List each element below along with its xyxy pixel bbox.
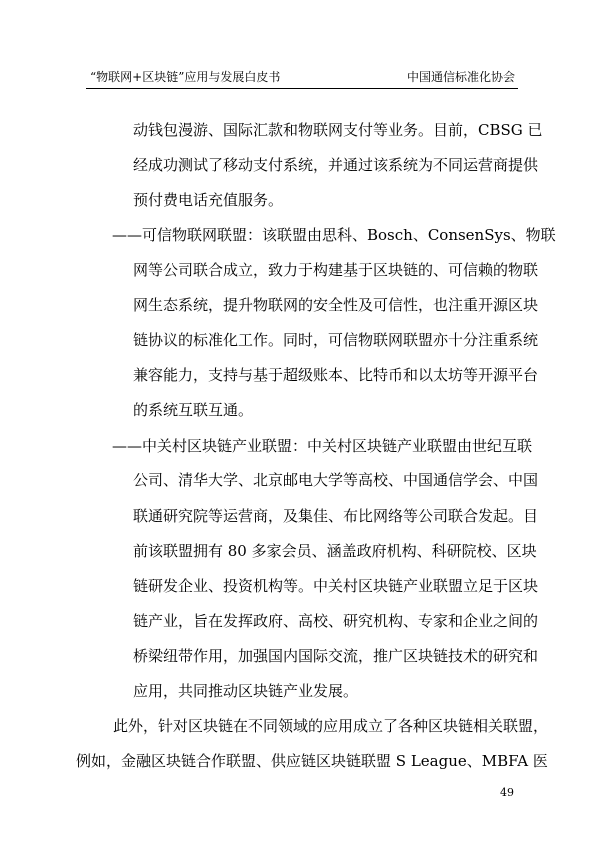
text-line: 链协议的标准化工作。同时，可信物联网联盟亦十分注重系统 <box>133 331 539 349</box>
text-line: 此外，针对区块链在不同领域的应用成立了各种区块链相关联盟， <box>113 717 549 735</box>
text-line: ——中关村区块链产业联盟：中关村区块链产业联盟由世纪互联 <box>112 437 533 455</box>
text-line: 桥梁纽带作用，加强国内国际交流，推广区块链技术的研究和 <box>133 647 539 665</box>
text-line: 例如，金融区块链合作联盟、供应链区块链联盟 S League、MBFA 医 <box>76 752 548 770</box>
text-line: 联通研究院等运营商，及集佳、布比网络等公司联合发起。目 <box>133 507 539 525</box>
page-header <box>90 64 515 88</box>
text-line: 兼容能力，支持与基于超级账本、比特币和以太坊等开源平台 <box>133 366 539 384</box>
text-line: 的系统互联互通。 <box>133 401 254 419</box>
text-line: 公司、清华大学、北京邮电大学等高校、中国通信学会、中国 <box>133 471 539 489</box>
page-number: 49 <box>500 786 514 799</box>
header-divider <box>86 88 518 89</box>
text-line: 网等公司联合成立，致力于构建基于区块链的、可信赖的物联 <box>133 261 539 279</box>
text-line: 动钱包漫游、国际汇款和物联网支付等业务。目前，CBSG 已 <box>133 121 543 139</box>
text-line: ——可信物联网联盟：该联盟由思科、Bosch、ConsenSys、物联 <box>112 226 556 244</box>
header-organization: 中国通信标准化协会 <box>406 70 515 84</box>
text-line: 链产业，旨在发挥政府、高校、研究机构、专家和企业之间的 <box>133 612 539 630</box>
header-document-title: “物联网+区块链”应用与发展白皮书 <box>90 70 281 84</box>
text-line: 网生态系统，提升物联网的安全性及可信性，也注重开源区块 <box>133 296 539 314</box>
text-line: 预付费电话充值服务。 <box>133 191 284 209</box>
text-line: 经成功测试了移动支付系统，并通过该系统为不同运营商提供 <box>133 156 539 174</box>
text-line: 应用，共同推动区块链产业发展。 <box>133 682 359 700</box>
text-line: 链研发企业、投资机构等。中关村区块链产业联盟立足于区块 <box>133 577 539 595</box>
text-line: 前该联盟拥有 80 多家会员、涵盖政府机构、科研院校、区块 <box>133 542 537 560</box>
